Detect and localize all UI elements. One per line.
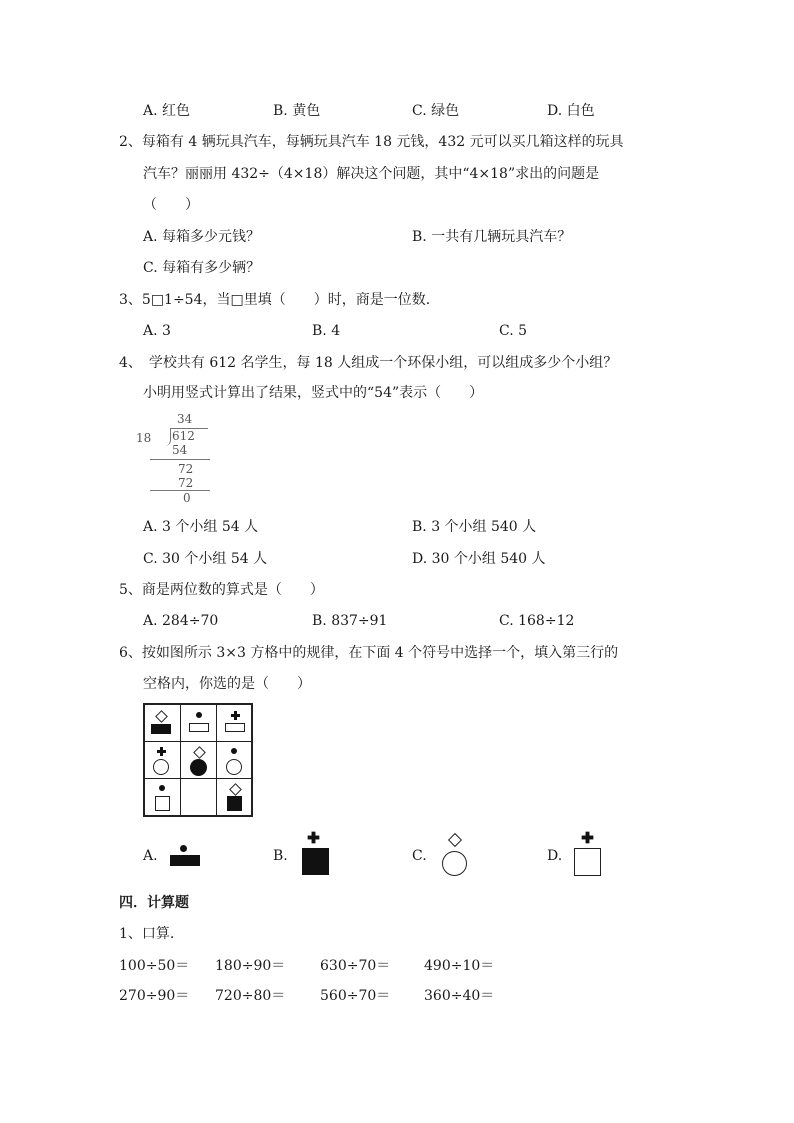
q5-option-c: C. 168÷12 (499, 613, 575, 629)
q4-option-c: C. 30 个小组 54 人 (143, 551, 268, 567)
q4-line1: 4、 学校共有 612 名学生，每 18 人组成一个环保小组，可以组成多少个小组？ (119, 355, 618, 371)
cross-icon (157, 747, 166, 756)
q6-option-c-label: C. (412, 848, 427, 864)
q2-line1: 2、每箱有 4 辆玩具汽车，每辆玩具汽车 18 元钱，432 元可以买几箱这样的玩具 (119, 134, 624, 150)
q2-line3: （ ） (143, 197, 199, 213)
grid-line (180, 705, 181, 815)
division-divisor: 18 (136, 431, 152, 445)
division-line2 (150, 490, 210, 491)
division-step1: 54 (172, 443, 188, 457)
calc-item: 180÷90＝ (215, 958, 286, 974)
q6-option-b-label: B. (273, 848, 288, 864)
outlined-rectangle-icon (225, 723, 245, 732)
outlined-circle-icon (226, 759, 242, 775)
section-subtitle: 1、口算. (119, 926, 175, 942)
q1-option-c: C. 绿色 (412, 103, 460, 119)
cross-icon (582, 832, 594, 844)
division-step2: 72 (178, 462, 194, 476)
dot-icon (231, 748, 237, 754)
filled-square-icon (227, 796, 242, 811)
calc-item: 490÷10＝ (424, 958, 495, 974)
calc-item: 270÷90＝ (119, 988, 190, 1004)
q5-option-b: B. 837÷91 (312, 613, 388, 629)
outlined-rectangle-icon (189, 723, 209, 732)
q2-option-a: A. 每箱多少元钱？ (143, 229, 261, 245)
q6-option-d-label: D. (547, 848, 563, 864)
outlined-circle-icon (153, 759, 169, 775)
q3-option-b: B. 4 (312, 323, 341, 339)
grid-line (145, 741, 251, 742)
diamond-icon (193, 746, 206, 759)
q4-option-a: A. 3 个小组 54 人 (143, 519, 259, 535)
calc-item: 360÷40＝ (424, 988, 495, 1004)
diamond-icon (448, 833, 462, 847)
filled-circle-icon (190, 759, 207, 776)
long-division-figure (130, 410, 220, 510)
grid-line (216, 705, 217, 815)
q4-option-d: D. 30 个小组 540 人 (412, 551, 546, 567)
outlined-square-icon (574, 848, 601, 876)
pattern-grid-3x3 (143, 703, 253, 817)
q1-option-b: B. 黄色 (273, 103, 321, 119)
outlined-circle-icon (442, 851, 467, 876)
dot-icon (159, 785, 165, 791)
q3-stem: 3、5□1÷54，当□里填（ ）时，商是一位数. (119, 292, 431, 308)
q4-option-b: B. 3 个小组 540 人 (412, 519, 537, 535)
division-step3: 72 (178, 476, 194, 490)
q5-option-a: A. 284÷70 (143, 613, 219, 629)
calc-item: 720÷80＝ (215, 988, 286, 1004)
q6-line2: 空格内，你选的是（ ） (143, 676, 311, 692)
division-remainder: 0 (183, 491, 191, 505)
dot-icon (196, 712, 202, 718)
q2-option-c: C. 每箱有多少辆？ (143, 260, 261, 276)
q3-option-c: C. 5 (499, 323, 528, 339)
dot-icon (180, 845, 187, 852)
cross-icon (308, 832, 320, 844)
q2-option-b: B. 一共有几辆玩具汽车？ (412, 229, 572, 245)
cross-icon (231, 711, 240, 720)
q5-stem: 5、商是两位数的算式是（ ） (119, 582, 324, 598)
division-bracket (164, 428, 171, 446)
calc-item: 100÷50＝ (119, 958, 190, 974)
calc-item: 560÷70＝ (320, 988, 391, 1004)
calc-item: 630÷70＝ (320, 958, 391, 974)
q4-line2: 小明用竖式计算出了结果，竖式中的“54”表示（ ） (143, 385, 484, 401)
q6-line1: 6、按如图所示 3×3 方格中的规律，在下面 4 个符号中选择一个，填入第三行的 (119, 645, 619, 661)
grid-line (145, 778, 251, 779)
outlined-square-icon (155, 796, 170, 811)
q2-line2: 汽车？丽丽用 432÷（4×18）解决这个问题，其中“4×18”求出的问题是 (143, 166, 600, 182)
division-dividend: 612 (172, 429, 195, 443)
section-title: 四．计算题 (119, 895, 189, 911)
q3-option-a: A. 3 (143, 323, 171, 339)
q1-option-a: A. 红色 (143, 103, 191, 119)
diamond-icon (229, 783, 242, 796)
division-quotient: 34 (177, 412, 193, 426)
filled-rectangle-icon (151, 724, 171, 734)
filled-rectangle-icon (170, 855, 200, 866)
diamond-icon (155, 710, 168, 723)
q1-option-d: D. 白色 (547, 103, 595, 119)
division-line1 (150, 459, 210, 460)
filled-square-icon (302, 848, 329, 875)
q6-option-a-label: A. (143, 848, 158, 864)
